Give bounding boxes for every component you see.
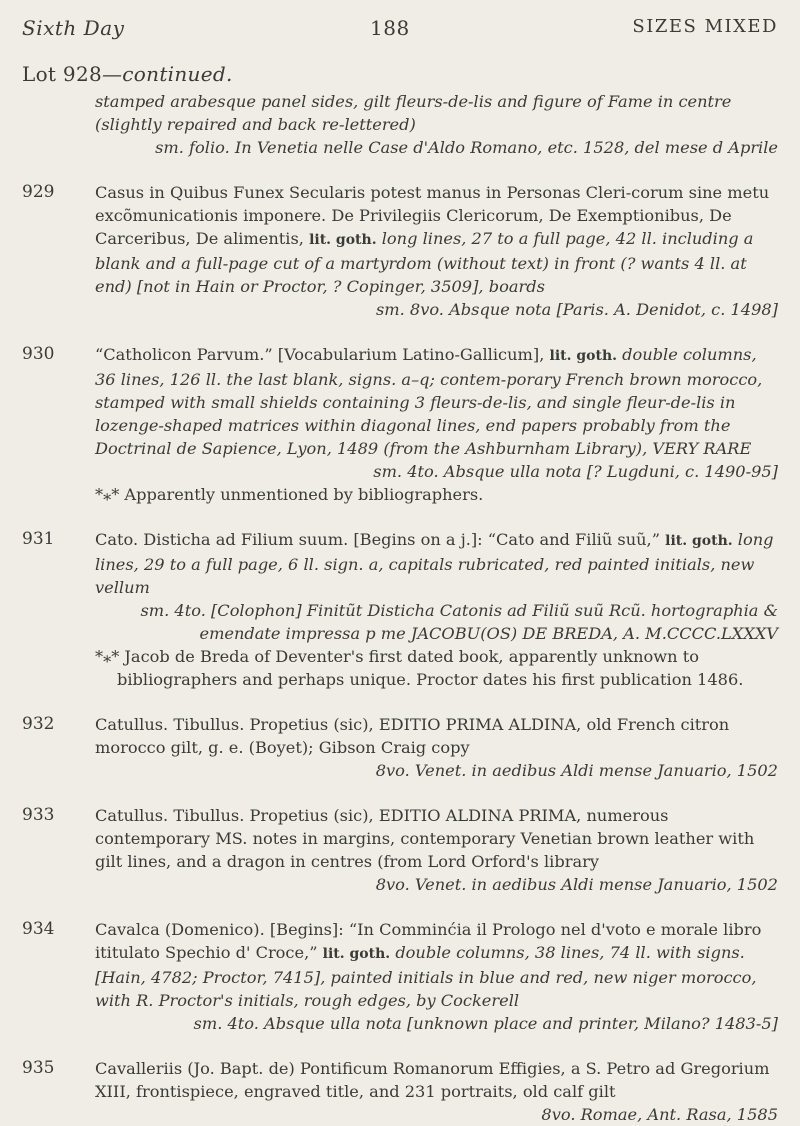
entry-typeface: lit. goth.: [322, 946, 391, 962]
entry-title: “Catholicon Parvum.” [Vocabularium Latino-Gallicum],: [95, 345, 545, 364]
header-day: Sixth Day: [22, 16, 125, 40]
entry-imprint: 8vo. Venet. in aedibus Aldi mense Januario, 1502: [375, 875, 778, 894]
entry-typeface: lit. goth.: [665, 533, 733, 549]
entry-934: [22, 918, 782, 1035]
entry-typeface: lit. goth.: [549, 348, 617, 364]
entry-note: *⁎* Apparently unmentioned by bibliographers.: [95, 485, 484, 504]
entry-935: [22, 1057, 782, 1126]
lot-number: 934: [22, 919, 55, 939]
entry-928-continued: [22, 90, 782, 159]
entry-929: [22, 181, 782, 321]
catalogue-entries: [22, 90, 782, 1126]
page-header: [22, 16, 778, 46]
lot-number: Lot 928: [22, 62, 102, 86]
lot-number: 931: [22, 529, 55, 549]
entry-description: Catullus. Tibullus. Propetius (sic), EDITIO ALDINA PRIMA, numerous contemporary MS. notes in margins, contemporary Venetian brown leather with gilt lines, and a dragon in centres (from Lord Orford's library: [95, 806, 755, 871]
entry-collation: long lines, 27 to a full page, 42 ll. including a blank and a full-page cut of a martyrdom (without text) in front (? wants 4 ll. at end) [not in Hain or Proctor, ? Copinger, 3509], boards: [95, 229, 754, 296]
entry-description: Cavalleriis (Jo. Bapt. de) Pontificum Romanorum Effigies, a S. Petro ad Gregorium XIII, frontispiece, engraved title, and 231 portraits, old calf gilt: [95, 1059, 770, 1101]
entry-collation: double columns, 38 lines, 74 ll. with signs. [Hain, 4782; Proctor, 7415], painted initials in blue and red, new niger morocco, with R. Proctor's initials, rough edges, by Cockerell: [95, 943, 757, 1010]
entry-930: [22, 343, 782, 506]
entry-title: Cavalca (Domenico). [Begins]: “In Comminćia il Prologo nel d'voto e morale libro ititulato Spechio d' Croce,”: [95, 920, 762, 962]
entry-description: [95, 918, 782, 1012]
entry-description: [95, 343, 782, 460]
entry-imprint: 8vo. Venet. in aedibus Aldi mense Januario, 1502: [375, 761, 778, 780]
entry-description: Catullus. Tibullus. Propetius (sic), EDITIO PRIMA ALDINA, old French citron morocco gilt, g. e. (Boyet); Gibson Craig copy: [95, 715, 730, 757]
entry-title: Cato. Disticha ad Filium suum. [Begins on a j.]: “Cato and Filiũ suũ,”: [95, 530, 660, 549]
lot-number: 932: [22, 714, 55, 734]
entry-imprint: sm. 4to. Absque ulla nota [? Lugduni, c. 1490-95]: [373, 462, 778, 481]
entry-imprint: sm. folio. In Venetia nelle Case d'Aldo Romano, etc. 1528, del mese d Aprile: [155, 138, 778, 157]
entry-note: *⁎* Jacob de Breda of Deventer's first dated book, apparently unknown to bibliographers and perhaps unique. Proctor dates his first publication 1486.: [95, 647, 744, 689]
entry-description: stamped arabesque panel sides, gilt fleurs-de-lis and figure of Fame in centre (slightly repaired and back re-lettered): [95, 92, 732, 134]
entry-933: [22, 804, 782, 896]
header-section: SIZES MIXED: [632, 16, 778, 37]
entry-title: Casus in Quibus Funex Secularis potest manus in Personas Cleri-corum sine metu excõmunicationis imponere. De Privilegiis Clericorum, De Exemptionibus, De Carceribus, De alimentis,: [95, 183, 770, 248]
entry-imprint: sm. 4to. Absque ulla nota [unknown place and printer, Milano? 1483-5]: [193, 1014, 778, 1033]
entry-description: [95, 528, 782, 599]
page-number: 188: [370, 16, 410, 40]
lot-number: 929: [22, 182, 55, 202]
entry-collation: long lines, 29 to a full page, 6 ll. sign. a, capitals rubricated, red painted initials, new vellum: [95, 530, 774, 597]
lot-number: 935: [22, 1058, 55, 1078]
entry-description: [95, 181, 782, 298]
lot-number: 930: [22, 344, 55, 364]
entry-collation: double columns, 36 lines, 126 ll. the last blank, signs. a–q; contem-porary French brown morocco, stamped with small shields containing 3 fleurs-de-lis, and single fleur-de-lis in lozenge-shaped matrices within diagonal lines, end papers probably from the Doctrinal de Sapience, Lyon, 1489 (from the Ashburnham Library), VERY RARE: [95, 345, 763, 458]
lot-number: 933: [22, 805, 55, 825]
lot-heading: [22, 62, 233, 86]
entry-931: [22, 528, 782, 691]
entry-932: [22, 713, 782, 782]
entry-imprint: 8vo. Romae, Ant. Rasa, 1585: [541, 1105, 778, 1124]
entry-typeface: lit. goth.: [309, 232, 377, 248]
entry-imprint: sm. 8vo. Absque nota [Paris. A. Denidot, c. 1498]: [375, 300, 778, 319]
lot-continued: —continued.: [102, 62, 233, 86]
entry-imprint: sm. 4to. [Colophon] Finitũt Disticha Catonis ad Filiũ suũ Rcũ. hortographia & emendate impressa p me JACOBU(OS) DE BREDA, A. M.CCCC.LXXXV: [140, 601, 778, 643]
